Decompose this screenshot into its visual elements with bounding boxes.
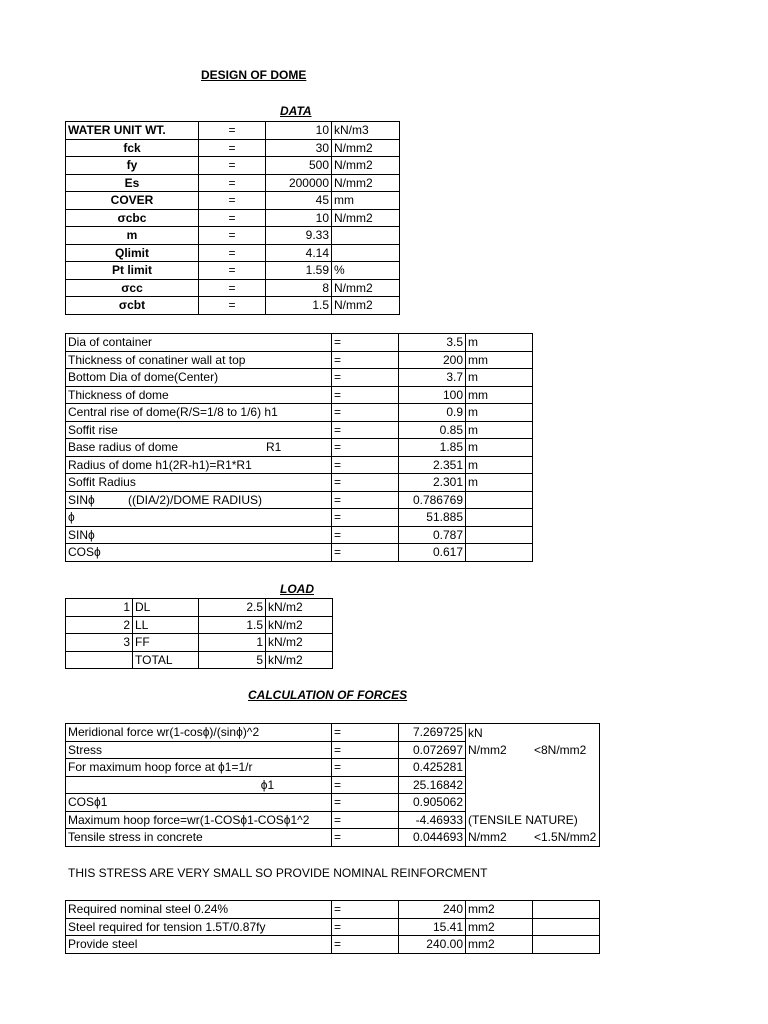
- load-table: [65, 598, 333, 669]
- data-row: [66, 297, 400, 315]
- dome-unit: m: [466, 334, 533, 352]
- force-unit: [466, 724, 600, 742]
- data-table: [65, 121, 400, 315]
- data-label: Qlimit: [66, 244, 199, 262]
- equals-sign: =: [332, 474, 399, 492]
- equals-sign: =: [332, 901, 399, 919]
- force-value: 0.425281: [399, 759, 466, 777]
- dome-label-text: SINϕ: [68, 492, 95, 507]
- equals-sign: =: [332, 811, 399, 829]
- force-unit: [466, 829, 600, 847]
- dome-unit: m: [466, 439, 533, 457]
- data-label: σcc: [66, 279, 199, 297]
- steel-row: [66, 936, 600, 954]
- dome-label-text: Bottom Dia of dome(Center): [68, 370, 219, 385]
- force-value: 0.044693: [399, 829, 466, 847]
- dome-label-text: Radius of dome h1(2R-h1)=R1*R1: [68, 457, 252, 472]
- steel-unit: mm2: [466, 901, 533, 919]
- data-unit: kN/m3: [332, 122, 400, 140]
- data-row: [66, 209, 400, 227]
- load-name: TOTAL: [133, 651, 199, 669]
- dome-row: [66, 544, 533, 562]
- steel-unit: mm2: [466, 936, 533, 954]
- dome-unit: [466, 544, 533, 562]
- force-label: Stress: [66, 741, 332, 759]
- force-row: [66, 794, 600, 812]
- data-row: [66, 262, 400, 280]
- page-title: DESIGN OF DOME: [201, 68, 307, 82]
- force-label: COSϕ1: [66, 794, 332, 812]
- force-value: 7.269725: [399, 724, 466, 742]
- data-unit: N/mm2: [332, 139, 400, 157]
- data-row: [66, 174, 400, 192]
- dome-label: [66, 439, 332, 457]
- dome-label: [66, 456, 332, 474]
- dome-row: [66, 386, 533, 404]
- dome-value: 3.5: [399, 334, 466, 352]
- data-value: 45: [266, 192, 332, 210]
- equals-sign: =: [332, 794, 399, 812]
- data-row: [66, 227, 400, 245]
- forces-heading: CALCULATION OF FORCES: [248, 688, 408, 702]
- force-row: [66, 776, 600, 794]
- force-label: ϕ1: [66, 776, 332, 794]
- dome-label: [66, 474, 332, 492]
- force-unit: [466, 741, 600, 759]
- dome-value: 0.9: [399, 404, 466, 422]
- data-unit: N/mm2: [332, 279, 400, 297]
- force-value: -4.46933: [399, 811, 466, 829]
- data-row: [66, 157, 400, 175]
- data-value: 10: [266, 209, 332, 227]
- dome-value: 0.787: [399, 526, 466, 544]
- data-label: m: [66, 227, 199, 245]
- dome-value: 2.301: [399, 474, 466, 492]
- dome-row: [66, 474, 533, 492]
- equals-sign: =: [199, 209, 266, 227]
- dome-value: 51.885: [399, 509, 466, 527]
- data-unit: N/mm2: [332, 174, 400, 192]
- dome-unit: m: [466, 456, 533, 474]
- force-row: [66, 741, 600, 759]
- data-value: 8: [266, 279, 332, 297]
- data-heading: DATA: [280, 104, 312, 118]
- load-value: 1.5: [199, 616, 266, 634]
- dome-label: [66, 334, 332, 352]
- load-name: DL: [133, 599, 199, 617]
- data-unit: mm: [332, 192, 400, 210]
- data-label: σcbt: [66, 297, 199, 315]
- steel-label: Steel required for tension 1.5T/0.87fy: [66, 918, 332, 936]
- data-value: 1.59: [266, 262, 332, 280]
- dome-value: 0.786769: [399, 491, 466, 509]
- equals-sign: =: [199, 192, 266, 210]
- dome-unit: m: [466, 474, 533, 492]
- force-row: [66, 724, 600, 742]
- steel-unit: mm2: [466, 918, 533, 936]
- data-row: [66, 192, 400, 210]
- dome-row: [66, 404, 533, 422]
- dome-label: [66, 351, 332, 369]
- force-unit-text: kN: [468, 725, 483, 740]
- data-value: 500: [266, 157, 332, 175]
- data-unit: [332, 244, 400, 262]
- dome-unit: [466, 491, 533, 509]
- dome-label-text: Dia of container: [68, 335, 153, 350]
- equals-sign: =: [332, 456, 399, 474]
- force-value: 25.16842: [399, 776, 466, 794]
- equals-sign: =: [332, 526, 399, 544]
- data-label: Pt limit: [66, 262, 199, 280]
- load-value: 1: [199, 634, 266, 652]
- dome-label: [66, 526, 332, 544]
- load-row: [66, 616, 333, 634]
- dome-value: 200: [399, 351, 466, 369]
- equals-sign: =: [199, 262, 266, 280]
- steel-table: [65, 900, 600, 954]
- equals-sign: =: [332, 829, 399, 847]
- dome-label-text: ϕ: [68, 510, 75, 525]
- equals-sign: =: [332, 776, 399, 794]
- data-label: σcbc: [66, 209, 199, 227]
- dome-value: 0.85: [399, 421, 466, 439]
- dome-table: [65, 333, 533, 562]
- equals-sign: =: [199, 139, 266, 157]
- dome-label: [66, 509, 332, 527]
- force-unit-text: N/mm2: [468, 742, 507, 757]
- force-unit: [466, 759, 600, 777]
- equals-sign: =: [332, 544, 399, 562]
- load-value: 2.5: [199, 599, 266, 617]
- load-number: 1: [66, 599, 133, 617]
- force-label: Meridional force wr(1-cosϕ)/(sinϕ)^2: [66, 724, 332, 742]
- dome-label: [66, 404, 332, 422]
- load-value: 5: [199, 651, 266, 669]
- dome-label-text: COSϕ: [68, 545, 101, 560]
- equals-sign: =: [332, 509, 399, 527]
- dome-label-text: Base radius of dome: [68, 440, 179, 455]
- load-name: LL: [133, 616, 199, 634]
- dome-unit: mm: [466, 386, 533, 404]
- dome-row: [66, 491, 533, 509]
- force-row: [66, 811, 600, 829]
- equals-sign: =: [199, 279, 266, 297]
- equals-sign: =: [332, 386, 399, 404]
- equals-sign: =: [332, 334, 399, 352]
- dome-label-text: Thickness of conatiner wall at top: [68, 352, 246, 367]
- equals-sign: =: [199, 174, 266, 192]
- dome-row: [66, 439, 533, 457]
- force-unit: [466, 776, 600, 794]
- steel-label: Provide steel: [66, 936, 332, 954]
- data-label: Es: [66, 174, 199, 192]
- load-unit: kN/m2: [266, 616, 333, 634]
- dome-value: 100: [399, 386, 466, 404]
- steel-blank-cell: [533, 936, 600, 954]
- steel-value: 240.00: [399, 936, 466, 954]
- load-row: [66, 634, 333, 652]
- steel-label: Required nominal steel 0.24%: [66, 901, 332, 919]
- force-label: Maximum hoop force=wr(1-COSϕ1-COSϕ1^2: [66, 811, 332, 829]
- dome-unit: [466, 509, 533, 527]
- dome-label-text: Soffit Radius: [68, 475, 136, 490]
- equals-sign: =: [332, 439, 399, 457]
- equals-sign: =: [332, 724, 399, 742]
- force-unit-text: N/mm2: [468, 830, 507, 844]
- force-limit-note: <8N/mm2: [534, 742, 587, 757]
- equals-sign: =: [332, 369, 399, 387]
- dome-label-text: Central rise of dome(R/S=1/8 to 1/6) h1: [68, 405, 278, 420]
- nominal-reinforcement-note: THIS STRESS ARE VERY SMALL SO PROVIDE NOMINAL REINFORCMENT: [68, 866, 488, 880]
- dome-row: [66, 526, 533, 544]
- dome-unit: mm: [466, 351, 533, 369]
- dome-row: [66, 334, 533, 352]
- steel-blank-cell: [533, 901, 600, 919]
- dome-unit: m: [466, 404, 533, 422]
- equals-sign: =: [332, 759, 399, 777]
- equals-sign: =: [332, 351, 399, 369]
- data-row: [66, 139, 400, 157]
- data-row: [66, 244, 400, 262]
- dome-label-annotation: ((DIA/2)/DOME RADIUS): [128, 492, 263, 507]
- equals-sign: =: [199, 227, 266, 245]
- load-number: 3: [66, 634, 133, 652]
- load-heading: LOAD: [280, 582, 314, 596]
- steel-row: [66, 918, 600, 936]
- equals-sign: =: [332, 491, 399, 509]
- force-value: 0.072697: [399, 741, 466, 759]
- dome-row: [66, 456, 533, 474]
- dome-value: 0.617: [399, 544, 466, 562]
- dome-row: [66, 351, 533, 369]
- dome-label-text: Thickness of dome: [68, 387, 169, 402]
- dome-row: [66, 509, 533, 527]
- data-unit: N/mm2: [332, 297, 400, 315]
- equals-sign: =: [332, 421, 399, 439]
- load-name: FF: [133, 634, 199, 652]
- data-value: 200000: [266, 174, 332, 192]
- data-row: [66, 279, 400, 297]
- force-unit: [466, 794, 600, 812]
- dome-label: [66, 369, 332, 387]
- load-unit: kN/m2: [266, 599, 333, 617]
- force-limit-note: <1.5N/mm2: [534, 830, 597, 844]
- equals-sign: =: [332, 918, 399, 936]
- dome-label-annotation: R1: [266, 440, 282, 455]
- force-row: [66, 759, 600, 777]
- steel-value: 240: [399, 901, 466, 919]
- data-value: 1.5: [266, 297, 332, 315]
- dome-value: 2.351: [399, 456, 466, 474]
- data-label: fy: [66, 157, 199, 175]
- data-value: 9.33: [266, 227, 332, 245]
- data-unit: [332, 227, 400, 245]
- dome-unit: m: [466, 369, 533, 387]
- data-label: WATER UNIT WT.: [66, 122, 199, 140]
- force-row: [66, 829, 600, 847]
- load-row: [66, 599, 333, 617]
- forces-table: [65, 723, 600, 847]
- dome-value: 3.7: [399, 369, 466, 387]
- force-unit: [466, 811, 600, 829]
- equals-sign: =: [332, 936, 399, 954]
- dome-label: [66, 544, 332, 562]
- data-value: 4.14: [266, 244, 332, 262]
- steel-row: [66, 901, 600, 919]
- equals-sign: =: [199, 297, 266, 315]
- dome-label-text: SINϕ: [68, 527, 95, 542]
- load-unit: kN/m2: [266, 634, 333, 652]
- data-unit: %: [332, 262, 400, 280]
- data-row: [66, 122, 400, 140]
- equals-sign: =: [199, 122, 266, 140]
- load-unit: kN/m2: [266, 651, 333, 669]
- equals-sign: =: [332, 404, 399, 422]
- steel-blank-cell: [533, 918, 600, 936]
- data-unit: N/mm2: [332, 157, 400, 175]
- equals-sign: =: [332, 741, 399, 759]
- data-label: fck: [66, 139, 199, 157]
- force-unit-text: (TENSILE NATURE): [468, 812, 578, 827]
- dome-label: [66, 491, 332, 509]
- data-label: COVER: [66, 192, 199, 210]
- equals-sign: =: [199, 157, 266, 175]
- force-label: Tensile stress in concrete: [66, 829, 332, 847]
- force-value: 0.905062: [399, 794, 466, 812]
- dome-unit: [466, 526, 533, 544]
- load-row: [66, 651, 333, 669]
- dome-unit: m: [466, 421, 533, 439]
- equals-sign: =: [199, 244, 266, 262]
- data-value: 30: [266, 139, 332, 157]
- dome-label: [66, 386, 332, 404]
- dome-value: 1.85: [399, 439, 466, 457]
- data-unit: N/mm2: [332, 209, 400, 227]
- force-label: For maximum hoop force at ϕ1=1/r: [66, 759, 332, 777]
- dome-label-text: Soffit rise: [68, 422, 118, 437]
- dome-row: [66, 421, 533, 439]
- dome-row: [66, 369, 533, 387]
- load-number: [66, 651, 133, 669]
- steel-value: 15.41: [399, 918, 466, 936]
- dome-label: [66, 421, 332, 439]
- data-value: 10: [266, 122, 332, 140]
- load-number: 2: [66, 616, 133, 634]
